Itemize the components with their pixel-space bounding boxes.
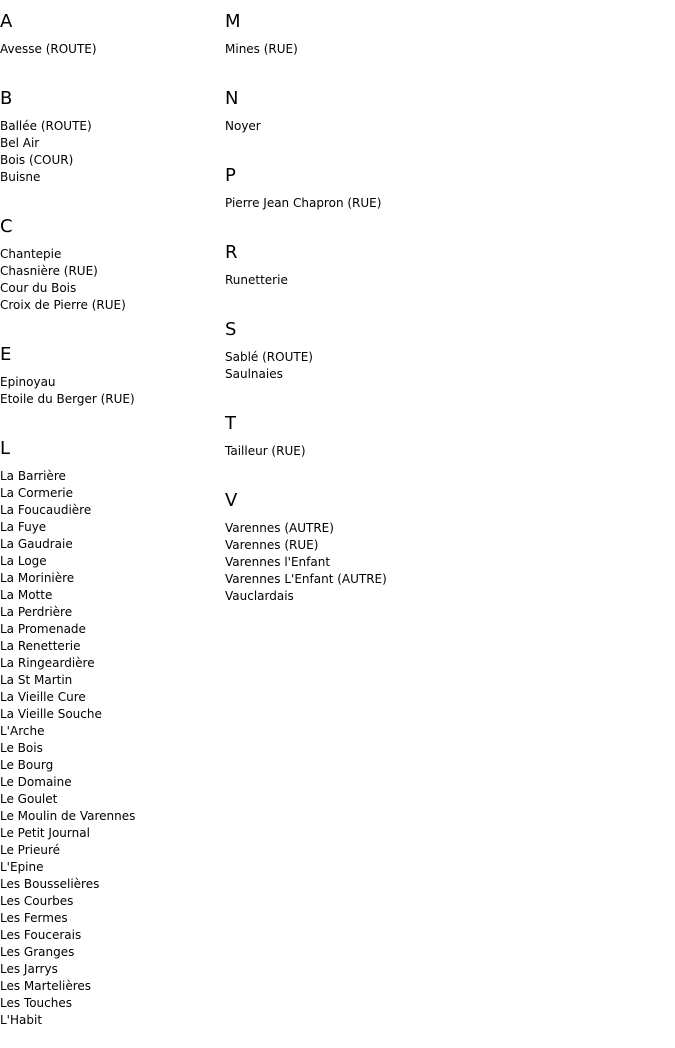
- street-link-le-prieure[interactable]: Le Prieuré: [0, 843, 61, 857]
- street-link-la-st-martin[interactable]: La St Martin: [0, 673, 73, 687]
- letter-group-c: [0, 216, 220, 333]
- street-link-tailleur-rue[interactable]: Tailleur (RUE): [225, 444, 306, 458]
- street-link-la-cormerie[interactable]: La Cormerie: [0, 486, 74, 500]
- section-letter-heading: N: [225, 88, 239, 109]
- street-list: [0, 246, 220, 314]
- street-link-la-moriniere[interactable]: La Morinière: [0, 571, 75, 585]
- street-link-le-petit-journal[interactable]: Le Petit Journal: [0, 826, 90, 840]
- street-index-left-column: [0, 0, 220, 1048]
- letter-group-l: [0, 438, 220, 1048]
- street-list: [225, 118, 665, 135]
- letter-group-s: [225, 319, 665, 402]
- street-link-les-foucerais[interactable]: Les Foucerais: [0, 928, 82, 942]
- section-letter-heading: M: [225, 11, 241, 32]
- street-list: [0, 118, 220, 186]
- street-list: [225, 195, 665, 212]
- street-link-varennes-l-enfant[interactable]: Varennes l'Enfant: [225, 555, 331, 569]
- street-link-bois-cour[interactable]: Bois (COUR): [0, 153, 74, 167]
- street-link-bel-air[interactable]: Bel Air: [0, 136, 40, 150]
- street-link-la-loge[interactable]: La Loge: [0, 554, 47, 568]
- street-link-la-renetterie[interactable]: La Renetterie: [0, 639, 81, 653]
- street-link-varennes-rue[interactable]: Varennes (RUE): [225, 538, 319, 552]
- street-link-epinoyau[interactable]: Epinoyau: [0, 375, 56, 389]
- street-list: [0, 41, 220, 58]
- section-letter-heading: P: [225, 165, 236, 186]
- street-link-runetterie[interactable]: Runetterie: [225, 273, 288, 287]
- street-link-les-bousselieres[interactable]: Les Bousselières: [0, 877, 100, 891]
- street-link-les-martelieres[interactable]: Les Martelières: [0, 979, 92, 993]
- street-link-ballee-route[interactable]: Ballée (ROUTE): [0, 119, 92, 133]
- street-link-la-barriere[interactable]: La Barrière: [0, 469, 66, 483]
- street-link-etoile-du-berger-rue[interactable]: Etoile du Berger (RUE): [0, 392, 135, 406]
- street-list: [225, 272, 665, 289]
- street-link-le-moulin-de-varennes[interactable]: Le Moulin de Varennes: [0, 809, 136, 823]
- street-link-la-fuye[interactable]: La Fuye: [0, 520, 47, 534]
- street-link-l-habit[interactable]: L'Habit: [0, 1013, 43, 1027]
- street-link-la-promenade[interactable]: La Promenade: [0, 622, 86, 636]
- street-link-varennes-autre[interactable]: Varennes (AUTRE): [225, 521, 334, 535]
- street-link-mines-rue[interactable]: Mines (RUE): [225, 42, 298, 56]
- street-link-vauclardais[interactable]: Vauclardais: [225, 589, 294, 603]
- letter-group-v: [225, 490, 665, 624]
- street-link-la-foucaudiere[interactable]: La Foucaudière: [0, 503, 92, 517]
- street-link-croix-de-pierre-rue[interactable]: Croix de Pierre (RUE): [0, 298, 126, 312]
- section-letter-heading: L: [0, 438, 11, 459]
- street-link-les-fermes[interactable]: Les Fermes: [0, 911, 68, 925]
- street-link-les-touches[interactable]: Les Touches: [0, 996, 72, 1010]
- section-letter-heading: A: [0, 11, 13, 32]
- street-link-buisne[interactable]: Buisne: [0, 170, 41, 184]
- street-link-l-arche[interactable]: L'Arche: [0, 724, 45, 738]
- letter-group-e: [0, 344, 220, 427]
- street-link-chantepie[interactable]: Chantepie: [0, 247, 62, 261]
- section-letter-heading: T: [225, 413, 236, 434]
- street-link-cour-du-bois[interactable]: Cour du Bois: [0, 281, 77, 295]
- letter-group-t: [225, 413, 665, 479]
- letter-group-b: [0, 88, 220, 205]
- street-index-right-column: [225, 0, 665, 624]
- street-link-la-ringeardiere[interactable]: La Ringeardière: [0, 656, 95, 670]
- letter-group-p: [225, 165, 665, 231]
- section-letter-heading: B: [0, 88, 13, 109]
- letter-group-n: [225, 88, 665, 154]
- street-link-les-jarrys[interactable]: Les Jarrys: [0, 962, 58, 976]
- street-link-la-gaudraie[interactable]: La Gaudraie: [0, 537, 73, 551]
- street-list: [225, 443, 665, 460]
- street-link-noyer[interactable]: Noyer: [225, 119, 261, 133]
- letter-group-m: [225, 11, 665, 77]
- section-letter-heading: E: [0, 344, 12, 365]
- letter-group-r: [225, 242, 665, 308]
- street-list: [225, 520, 665, 605]
- street-list: [0, 374, 220, 408]
- street-link-l-epine[interactable]: L'Epine: [0, 860, 44, 874]
- street-link-les-courbes[interactable]: Les Courbes: [0, 894, 74, 908]
- street-link-le-goulet[interactable]: Le Goulet: [0, 792, 58, 806]
- street-link-la-vieille-cure[interactable]: La Vieille Cure: [0, 690, 86, 704]
- street-link-pierre-jean-chapron-rue[interactable]: Pierre Jean Chapron (RUE): [225, 196, 382, 210]
- street-list: [0, 468, 220, 1029]
- street-link-le-domaine[interactable]: Le Domaine: [0, 775, 72, 789]
- section-letter-heading: R: [225, 242, 238, 263]
- street-link-varennes-l-enfant-autre[interactable]: Varennes L'Enfant (AUTRE): [225, 572, 387, 586]
- street-link-le-bois[interactable]: Le Bois: [0, 741, 43, 755]
- street-link-le-bourg[interactable]: Le Bourg: [0, 758, 54, 772]
- section-letter-heading: V: [225, 490, 238, 511]
- section-letter-heading: S: [225, 319, 237, 340]
- street-list: [225, 349, 665, 383]
- street-link-saulnaies[interactable]: Saulnaies: [225, 367, 283, 381]
- letter-group-a: [0, 11, 220, 77]
- street-link-sable-route[interactable]: Sablé (ROUTE): [225, 350, 313, 364]
- section-letter-heading: C: [0, 216, 13, 237]
- street-list: [225, 41, 665, 58]
- street-link-la-vieille-souche[interactable]: La Vieille Souche: [0, 707, 102, 721]
- street-link-la-perdriere[interactable]: La Perdrière: [0, 605, 73, 619]
- street-link-chasniere-rue[interactable]: Chasnière (RUE): [0, 264, 98, 278]
- street-link-les-granges[interactable]: Les Granges: [0, 945, 75, 959]
- street-link-la-motte[interactable]: La Motte: [0, 588, 53, 602]
- street-link-avesse-route[interactable]: Avesse (ROUTE): [0, 42, 97, 56]
